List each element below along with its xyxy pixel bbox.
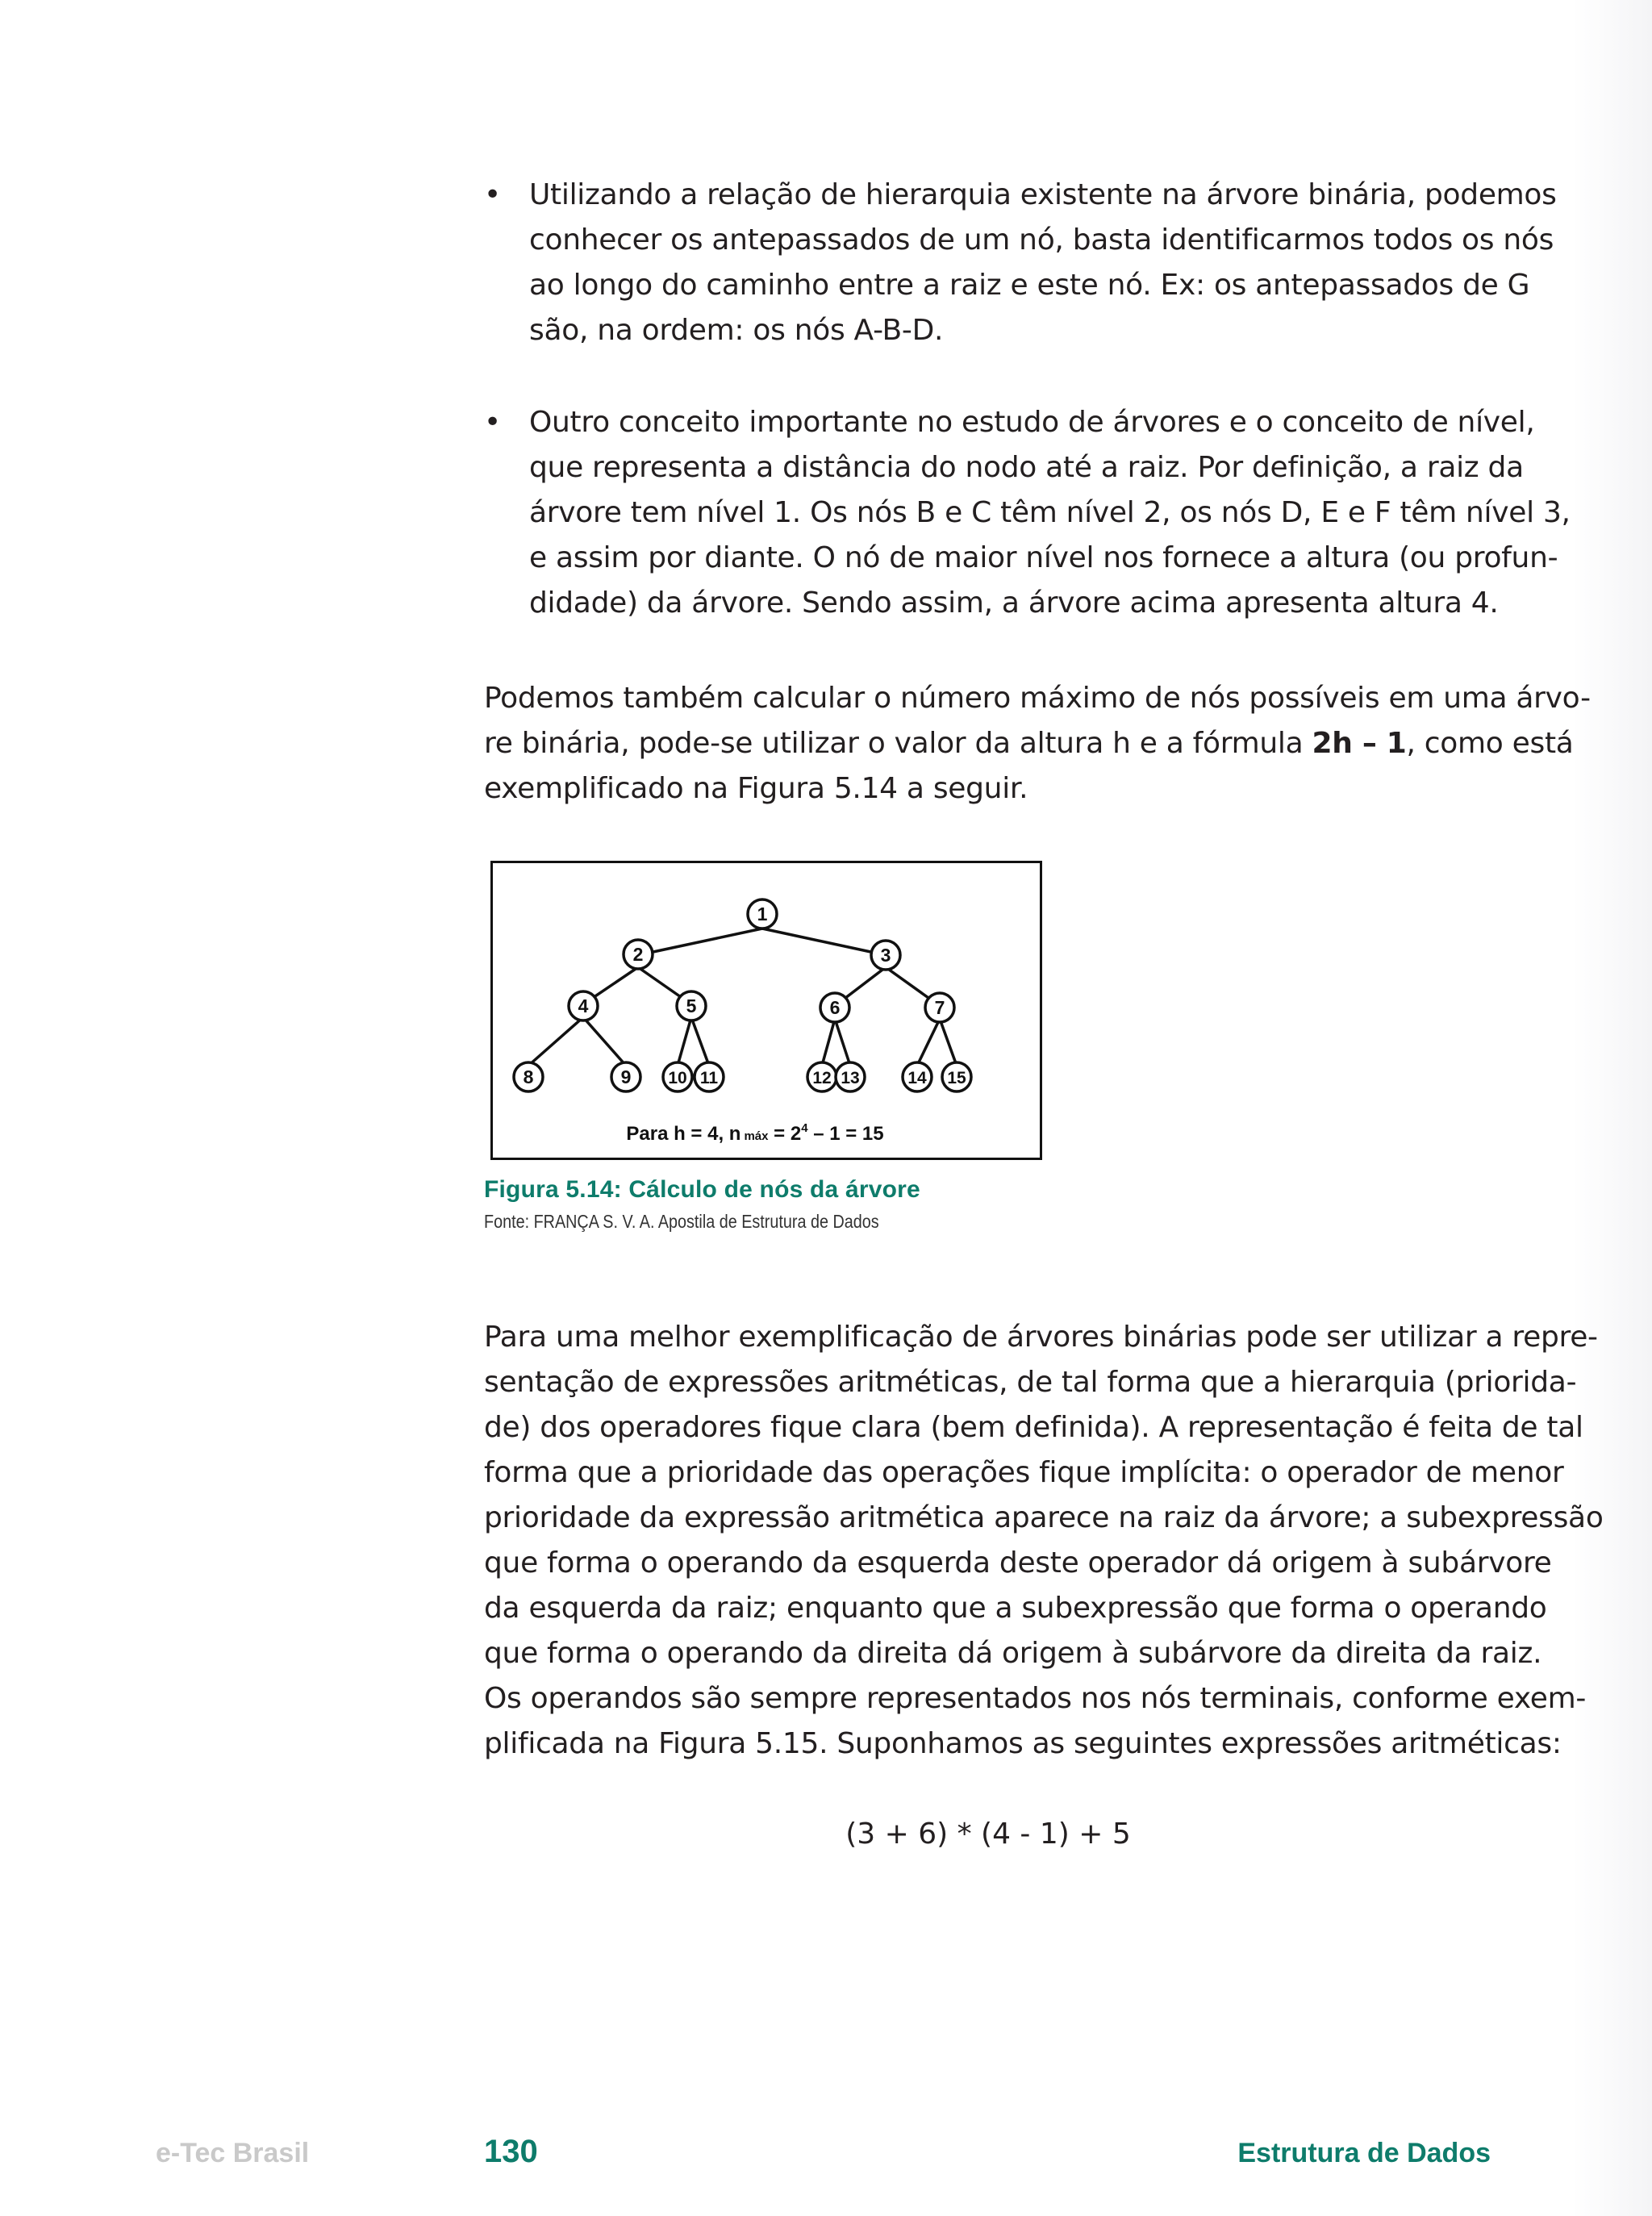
text-line: ao longo do caminho entre a raiz e este nó. Ex: os antepassados de G (529, 269, 1530, 302)
bullet-level (484, 400, 1571, 626)
text-line: Para uma melhor exemplificação de árvores binárias pode ser utilizar a repre- (484, 1321, 1598, 1354)
text-line: da esquerda da raiz; enquanto que a subexpressão que forma o operando (484, 1592, 1547, 1625)
tree-node-label: 3 (880, 945, 891, 966)
tree-edge (678, 1017, 691, 1066)
page-number: 130 (484, 2134, 538, 2169)
tree-node-7 (925, 993, 954, 1022)
text-line: prioridade da expressão aritmética aparece na raiz da árvore; a subexpressão (484, 1501, 1604, 1534)
tree-node-1 (748, 899, 777, 929)
paragraph-max-nodes (484, 676, 1591, 812)
tree-node-10 (663, 1062, 692, 1091)
text-line: que representa a distância do nodo até a raiz. Por definição, a raiz da (529, 451, 1524, 484)
figure-caption: Figura 5.14: Cálculo de nós da árvore (484, 1176, 920, 1203)
paragraph-expression-trees (484, 1315, 1604, 1767)
text-line: exemplificado na Figura 5.14 a seguir. (484, 772, 1028, 805)
tree-node-label: 6 (829, 997, 841, 1018)
tree-node-label: 5 (686, 995, 697, 1016)
text-line: Podemos também calcular o número máximo de nós possíveis em uma árvo- (484, 682, 1591, 715)
text-line: didade) da árvore. Sendo assim, a árvore acima apresenta altura 4. (529, 586, 1499, 620)
text-line: Os operandos são sempre representados nos nós terminais, conforme exem- (484, 1682, 1587, 1715)
tree-edge (583, 1017, 626, 1066)
tree-node-5 (677, 991, 706, 1020)
text-line: plificada na Figura 5.15. Suponhamos as seguintes expressões aritméticas: (484, 1727, 1562, 1760)
tree-node-13 (836, 1062, 865, 1091)
tree-node-4 (569, 991, 598, 1020)
tree-node-label: 2 (632, 944, 644, 965)
text-line: que forma o operando da esquerda deste operador dá origem à subárvore (484, 1546, 1552, 1580)
bullet-dot: • (484, 178, 501, 211)
tree-node-3 (871, 941, 900, 970)
text-line: forma que a prioridade das operações fique implícita: o operador de menor (484, 1456, 1564, 1489)
tree-nodes (514, 899, 971, 1091)
tree-node-label: 1 (757, 904, 768, 924)
formula-prefix: Para h = 4, n (626, 1123, 741, 1145)
tree-node-label: 11 (699, 1069, 719, 1087)
tree-node-12 (807, 1062, 836, 1091)
tree-node-11 (695, 1062, 724, 1091)
text-line: Utilizando a relação de hierarquia existente na árvore binária, podemos (529, 178, 1557, 211)
tree-edge (638, 929, 762, 955)
figure-source: Fonte: FRANÇA S. V. A. Apostila de Estrutura de Dados (484, 1211, 879, 1232)
text-line: conhecer os antepassados de um nó, basta identificarmos todos os nós (529, 223, 1554, 257)
tree-edge (940, 1019, 957, 1066)
footer-brand: e-Tec Brasil (156, 2138, 310, 2168)
tree-node-6 (820, 993, 849, 1022)
tree-node-label: 13 (841, 1069, 860, 1087)
bullet-dot: • (484, 406, 501, 439)
tree-edge (835, 1019, 850, 1066)
text-line: sentação de expressões aritméticas, de tal forma que a hierarquia (priorida- (484, 1366, 1577, 1399)
tree-edge (917, 1019, 940, 1066)
formula-rest: – 1 = 15 (807, 1123, 884, 1145)
tree-node-label: 7 (934, 997, 945, 1018)
formula-superscript: 4 (801, 1121, 808, 1135)
formula-eq: = 2 (768, 1123, 802, 1145)
tree-node-label: 4 (578, 995, 589, 1016)
text-line: de) dos operadores fique clara (bem definida). A representação é feita de tal (484, 1411, 1583, 1444)
bullet-ancestors (484, 173, 1557, 353)
tree-edge (528, 1017, 583, 1066)
text-line: Outro conceito importante no estudo de árvores e o conceito de nível, (529, 406, 1535, 439)
arithmetic-expression: (3 + 6) * (4 - 1) + 5 (845, 1817, 1131, 1851)
binary-tree-diagram (493, 863, 1040, 1158)
tree-node-14 (903, 1062, 932, 1091)
tree-node-label: 14 (907, 1069, 927, 1087)
tree-node-9 (611, 1062, 640, 1091)
text-line: que forma o operando da direita dá origem à subárvore da direita da raiz. (484, 1637, 1542, 1670)
tree-node-label: 15 (947, 1069, 966, 1087)
text-line: são, na ordem: os nós A-B-D. (529, 314, 944, 347)
tree-edge (822, 1019, 835, 1066)
figure-tree (490, 861, 1042, 1160)
formula-bold: 2h – 1 (1312, 727, 1407, 760)
text-segment: , como está (1406, 727, 1574, 760)
tree-node-15 (942, 1062, 971, 1091)
text-line: árvore tem nível 1. Os nós B e C têm nível 2, os nós D, E e F têm nível 3, (529, 496, 1571, 529)
formula-subscript: máx (744, 1129, 769, 1143)
tree-node-label: 12 (812, 1069, 832, 1087)
tree-node-label: 8 (523, 1066, 534, 1087)
text-segment: re binária, pode-se utilizar o valor da altura h e a fórmula (484, 727, 1312, 760)
formula-text (626, 1121, 883, 1145)
tree-edge (691, 1017, 709, 1066)
tree-edge (762, 929, 886, 955)
text-line: e assim por diante. O nó de maior nível nos fornece a altura (ou profun- (529, 541, 1558, 574)
text-line-with-formula (484, 721, 1574, 766)
footer-book-title: Estrutura de Dados (1237, 2138, 1491, 2168)
tree-node-label: 10 (668, 1069, 687, 1087)
tree-node-8 (514, 1062, 543, 1091)
tree-node-2 (624, 940, 653, 969)
tree-node-label: 9 (620, 1066, 632, 1087)
